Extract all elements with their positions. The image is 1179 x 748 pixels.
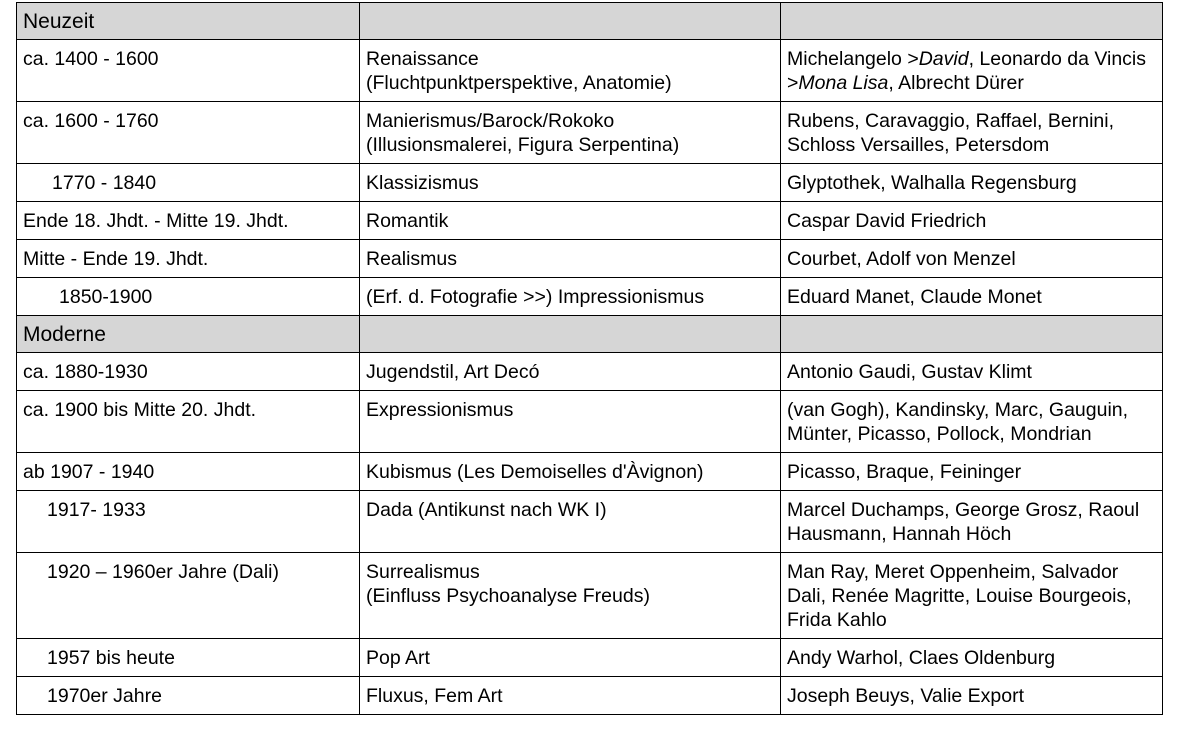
section-empty-cell: [781, 3, 1163, 40]
section-empty-cell: [360, 316, 781, 353]
table-row: [17, 164, 1163, 202]
artists-cell: Andy Warhol, Claes Oldenburg: [781, 639, 1163, 677]
artists-cell: Rubens, Caravaggio, Raffael, Bernini, Schloss Versailles, Petersdom: [781, 102, 1163, 164]
artists-cell: Eduard Manet, Claude Monet: [781, 278, 1163, 316]
table-row: [17, 677, 1163, 715]
style-cell: Jugendstil, Art Decó: [360, 353, 781, 391]
style-cell: Kubismus (Les Demoiselles d'Àvignon): [360, 453, 781, 491]
style-cell: Klassizismus: [360, 164, 781, 202]
artwork-title: Mona Lisa: [798, 72, 889, 94]
table-row: [17, 102, 1163, 164]
style-cell: (Erf. d. Fotografie >>) Impressionismus: [360, 278, 781, 316]
section-empty-cell: [360, 3, 781, 40]
table-row: [17, 353, 1163, 391]
period-cell: ab 1907 - 1940: [17, 453, 360, 491]
period-cell: 1920 – 1960er Jahre (Dali): [17, 553, 360, 639]
section-row-moderne: [17, 316, 1163, 353]
artists-cell: Caspar David Friedrich: [781, 202, 1163, 240]
table-row: [17, 639, 1163, 677]
style-cell: Renaissance (Fluchtpunktperspektive, Anatomie): [360, 40, 781, 102]
section-title: Neuzeit: [17, 3, 360, 40]
style-cell: Manierismus/Barock/Rokoko (Illusionsmalerei, Figura Serpentina): [360, 102, 781, 164]
artists-cell: Joseph Beuys, Valie Export: [781, 677, 1163, 715]
artists-cell: Courbet, Adolf von Menzel: [781, 240, 1163, 278]
table-row: [17, 491, 1163, 553]
artists-cell: Glyptothek, Walhalla Regensburg: [781, 164, 1163, 202]
period-cell: 1970er Jahre: [17, 677, 360, 715]
table-row: [17, 391, 1163, 453]
artists-cell: (van Gogh), Kandinsky, Marc, Gauguin, Münter, Picasso, Pollock, Mondrian: [781, 391, 1163, 453]
style-cell: Dada (Antikunst nach WK I): [360, 491, 781, 553]
section-empty-cell: [781, 316, 1163, 353]
period-cell: 1917- 1933: [17, 491, 360, 553]
table-row: [17, 240, 1163, 278]
section-row-neuzeit: [17, 3, 1163, 40]
table-row: [17, 453, 1163, 491]
style-cell: Expressionismus: [360, 391, 781, 453]
period-cell: 1850-1900: [17, 278, 360, 316]
style-cell: Fluxus, Fem Art: [360, 677, 781, 715]
period-cell: ca. 1880-1930: [17, 353, 360, 391]
style-cell: Romantik: [360, 202, 781, 240]
table-row: [17, 278, 1163, 316]
table-row: [17, 202, 1163, 240]
artists-cell: Antonio Gaudi, Gustav Klimt: [781, 353, 1163, 391]
art-history-table: [16, 2, 1163, 715]
artists-cell: Michelangelo >David, Leonardo da Vincis >Mona Lisa, Albrecht Dürer: [781, 40, 1163, 102]
artwork-title: David: [918, 48, 969, 70]
table-row: [17, 553, 1163, 639]
period-cell: Mitte - Ende 19. Jhdt.: [17, 240, 360, 278]
section-title: Moderne: [17, 316, 360, 353]
style-cell: Realismus: [360, 240, 781, 278]
period-cell: ca. 1900 bis Mitte 20. Jhdt.: [17, 391, 360, 453]
period-cell: ca. 1400 - 1600: [17, 40, 360, 102]
period-cell: ca. 1600 - 1760: [17, 102, 360, 164]
period-cell: 1957 bis heute: [17, 639, 360, 677]
artists-cell: Marcel Duchamps, George Grosz, Raoul Hausmann, Hannah Höch: [781, 491, 1163, 553]
style-cell: Pop Art: [360, 639, 781, 677]
period-cell: 1770 - 1840: [17, 164, 360, 202]
table-row: [17, 40, 1163, 102]
style-cell: Surrealismus (Einfluss Psychoanalyse Freuds): [360, 553, 781, 639]
artists-cell: Man Ray, Meret Oppenheim, Salvador Dali, Renée Magritte, Louise Bourgeois, Frida Kahlo: [781, 553, 1163, 639]
artists-cell: Picasso, Braque, Feininger: [781, 453, 1163, 491]
period-cell: Ende 18. Jhdt. - Mitte 19. Jhdt.: [17, 202, 360, 240]
